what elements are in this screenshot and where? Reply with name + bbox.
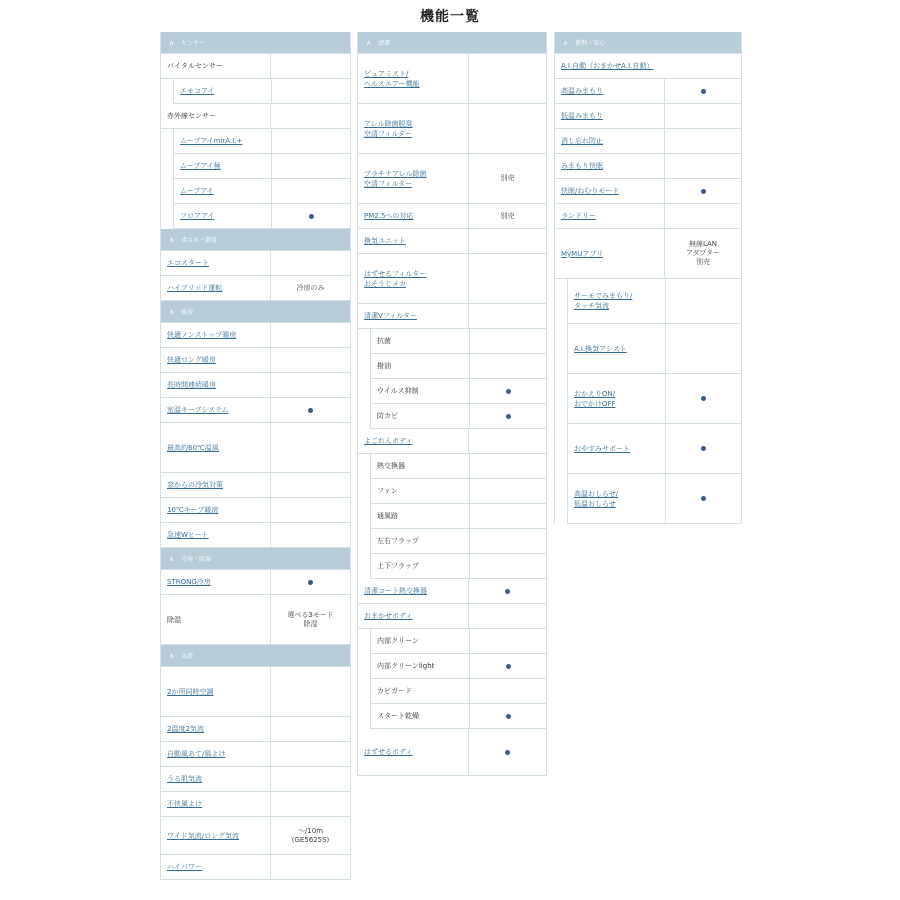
feature-name: スタート乾燥: [371, 704, 470, 728]
feature-value: [469, 54, 546, 103]
feature-value: [469, 104, 546, 153]
supported-dot-icon: [506, 714, 511, 719]
feature-value: [470, 404, 546, 428]
feature-link[interactable]: 長時間連続暖房: [161, 373, 271, 397]
feature-link[interactable]: うる肌気流: [161, 767, 271, 791]
feature-link[interactable]: 自動風あて/風よけ: [161, 742, 271, 766]
feature-name: 除湿: [161, 595, 271, 644]
feature-link[interactable]: みまもり快眠: [555, 154, 665, 178]
feature-row: [370, 454, 546, 479]
section-header-eco[interactable]: [161, 229, 350, 251]
feature-row: [161, 473, 350, 498]
supported-dot-icon: [506, 664, 511, 669]
feature-value: [469, 604, 546, 628]
feature-link[interactable]: ハイブリッド運転: [161, 276, 271, 300]
feature-row: [173, 204, 350, 229]
feature-value: [470, 704, 546, 728]
feature-value: 選べる3モード 除湿: [287, 610, 334, 628]
feature-row: [555, 129, 741, 154]
feature-name: ファン: [371, 479, 470, 503]
feature-link[interactable]: フロアアイ: [174, 204, 272, 228]
feature-row: [161, 54, 350, 79]
feature-row: [161, 373, 350, 398]
feature-row: [370, 704, 546, 729]
feature-row: [358, 54, 546, 104]
feature-link[interactable]: はずせるフィルター おそうじメカ: [358, 254, 469, 303]
feature-link[interactable]: PM2.5への対応: [358, 204, 469, 228]
feature-value: [271, 498, 350, 522]
feature-link[interactable]: 最高約60℃温風: [161, 423, 271, 472]
feature-row: [161, 104, 350, 129]
chevron-up-icon: ∧: [169, 235, 175, 244]
feature-value: [470, 329, 546, 353]
feature-link[interactable]: MyMUアプリ: [555, 229, 665, 278]
feature-link[interactable]: 2か所同時空調: [161, 667, 271, 716]
supported-dot-icon: [701, 89, 706, 94]
feature-name: 撥油: [371, 354, 470, 378]
feature-row: [173, 179, 350, 204]
feature-value: [469, 229, 546, 253]
feature-row: [370, 554, 546, 579]
feature-value: [272, 79, 350, 103]
feature-row: [358, 429, 546, 454]
feature-link[interactable]: エコスタート: [161, 251, 271, 275]
feature-link[interactable]: おやすみサポート: [568, 424, 666, 473]
feature-row: [555, 54, 741, 79]
feature-value: [469, 729, 546, 775]
feature-link[interactable]: 高温おしらせ/ 低温おしらせ: [568, 474, 666, 523]
feature-row: [370, 354, 546, 379]
feature-row: [358, 104, 546, 154]
feature-name: 内部クリーンlight: [371, 654, 470, 678]
chevron-up-icon: ∧: [169, 307, 175, 316]
feature-link[interactable]: プラチナアレル除菌 空清フィルター: [358, 154, 469, 203]
feature-link[interactable]: STRONG冷房: [161, 570, 271, 594]
feature-name: 上下フラップ: [371, 554, 470, 578]
feature-value: [470, 654, 546, 678]
feature-link[interactable]: 消し忘れ防止: [555, 129, 665, 153]
feature-row: [161, 717, 350, 742]
feature-row: [358, 204, 546, 229]
feature-value: [272, 204, 350, 228]
feature-value: [272, 129, 350, 153]
feature-link[interactable]: 清潔コート熱交換器: [358, 579, 469, 603]
feature-value: [271, 855, 350, 879]
feature-row: [370, 679, 546, 704]
feature-value: [271, 570, 350, 594]
feature-row: [555, 104, 741, 129]
feature-value: [469, 304, 546, 328]
feature-row: [567, 279, 741, 324]
feature-link[interactable]: よごれんボディ: [358, 429, 469, 453]
section-header-clean[interactable]: [358, 32, 546, 54]
section-header-cooling[interactable]: [161, 548, 350, 570]
feature-value: [665, 154, 741, 178]
feature-value: [665, 204, 741, 228]
feature-row: [555, 79, 741, 104]
feature-link[interactable]: アレル除菌脱臭 空清フィルター: [358, 104, 469, 153]
feature-link[interactable]: おかえりON/ おでかけOFF: [568, 374, 666, 423]
feature-link[interactable]: 不快風よけ: [161, 792, 271, 816]
feature-link[interactable]: 10℃キープ暖房: [161, 498, 271, 522]
feature-row: [370, 529, 546, 554]
chevron-up-icon: ∧: [563, 38, 569, 47]
section-title: 便利・安心: [575, 40, 606, 47]
feature-link[interactable]: 快適ロング暖房: [161, 348, 271, 372]
feature-value: [666, 279, 741, 323]
chevron-up-icon: ∧: [169, 38, 175, 47]
feature-link[interactable]: ムーブアイmirA.I.+: [174, 129, 272, 153]
feature-name: 内部クリーン: [371, 629, 470, 653]
section-header-airflow[interactable]: [161, 645, 350, 667]
feature-value: [666, 324, 741, 373]
feature-name: 防カビ: [371, 404, 470, 428]
feature-name: 通風路: [371, 504, 470, 528]
section-title: 暖房: [181, 309, 194, 316]
feature-value: [470, 479, 546, 503]
feature-value: [271, 373, 350, 397]
feature-link[interactable]: おまかせボディ: [358, 604, 469, 628]
feature-row: [567, 324, 741, 374]
feature-row: [370, 379, 546, 404]
feature-row: [370, 404, 546, 429]
feature-row: [161, 348, 350, 373]
feature-value: [665, 104, 741, 128]
feature-link[interactable]: 快眠/ねむりモード: [555, 179, 665, 203]
feature-value: [470, 629, 546, 653]
feature-row: [555, 179, 741, 204]
feature-value: [271, 792, 350, 816]
feature-row: [555, 229, 741, 279]
section-title: センサー: [181, 40, 206, 47]
chevron-up-icon: ∧: [169, 554, 175, 563]
feature-column-2: [357, 32, 547, 776]
feature-link[interactable]: エモコアイ: [174, 79, 272, 103]
supported-dot-icon: [701, 496, 706, 501]
feature-link[interactable]: 2温度2気流: [161, 717, 271, 741]
page-title: 機能一覧: [420, 9, 480, 25]
feature-link[interactable]: サーモでみまもり/ タッチ気流: [568, 279, 666, 323]
feature-link[interactable]: ランドリー: [555, 204, 665, 228]
supported-dot-icon: [701, 446, 706, 451]
feature-value: [666, 474, 741, 523]
feature-row: [358, 254, 546, 304]
feature-row: [161, 398, 350, 423]
feature-row: [161, 595, 350, 645]
supported-dot-icon: [308, 580, 313, 585]
feature-value: [666, 374, 741, 423]
feature-link[interactable]: 快適ノンストップ暖房: [161, 323, 271, 347]
supported-dot-icon: [505, 750, 510, 755]
feature-value: [666, 424, 741, 473]
feature-link[interactable]: 清潔Vフィルター: [358, 304, 469, 328]
feature-row: [173, 129, 350, 154]
feature-row: [161, 523, 350, 548]
feature-value: 無線LAN アダプター 別売: [685, 240, 721, 266]
feature-row: [358, 729, 546, 776]
feature-value: [272, 179, 350, 203]
feature-row: [358, 229, 546, 254]
feature-row: [358, 154, 546, 204]
feature-row: [161, 817, 350, 855]
feature-value: [665, 79, 741, 103]
feature-row: [161, 667, 350, 717]
feature-value: [470, 379, 546, 403]
section-header-convenience[interactable]: [555, 32, 741, 54]
feature-value: [470, 529, 546, 553]
chevron-up-icon: ∧: [169, 651, 175, 660]
feature-column-1: [160, 32, 351, 880]
feature-row: [161, 767, 350, 792]
supported-dot-icon: [309, 214, 314, 219]
supported-dot-icon: [308, 408, 313, 413]
supported-dot-icon: [506, 389, 511, 394]
section-title: 清潔: [378, 40, 391, 47]
feature-name: 熱交換器: [371, 454, 470, 478]
feature-value: [470, 554, 546, 578]
feature-row: [161, 251, 350, 276]
feature-row: [161, 742, 350, 767]
feature-row: [358, 579, 546, 604]
supported-dot-icon: [506, 414, 511, 419]
section-title: 省エネ・節電: [181, 237, 218, 244]
feature-row: [370, 504, 546, 529]
section-header-heating[interactable]: [161, 301, 350, 323]
feature-name: 抗菌: [371, 329, 470, 353]
feature-row: [161, 792, 350, 817]
feature-row: [161, 323, 350, 348]
feature-link[interactable]: ムーブアイ: [174, 179, 272, 203]
feature-row: [358, 604, 546, 629]
feature-row: [567, 424, 741, 474]
feature-value: [470, 504, 546, 528]
feature-value: 別売: [500, 174, 515, 182]
feature-value: [665, 179, 741, 203]
chevron-up-icon: ∧: [366, 38, 372, 47]
supported-dot-icon: [505, 589, 510, 594]
feature-value: [470, 679, 546, 703]
feature-row: [370, 329, 546, 354]
feature-name: ウイルス抑制: [371, 379, 470, 403]
feature-link[interactable]: ハイパワー: [161, 855, 271, 879]
feature-row: [370, 654, 546, 679]
feature-row: [567, 374, 741, 424]
feature-row: [161, 570, 350, 595]
feature-row: [358, 304, 546, 329]
feature-value: 別売: [500, 211, 515, 220]
feature-row: [555, 154, 741, 179]
feature-row: [161, 423, 350, 473]
feature-value: [271, 323, 350, 347]
feature-row: [173, 154, 350, 179]
feature-link[interactable]: 換気ユニット: [358, 229, 469, 253]
feature-row: [370, 479, 546, 504]
feature-value: [469, 579, 546, 603]
feature-value: [470, 354, 546, 378]
section-title: 気流: [181, 653, 194, 660]
feature-value: [271, 742, 350, 766]
feature-link[interactable]: ピュアミスト/ ヘルスエアー機能: [358, 54, 469, 103]
feature-value: [271, 398, 350, 422]
supported-dot-icon: [701, 189, 706, 194]
feature-value: [271, 473, 350, 497]
feature-row: [161, 498, 350, 523]
feature-name: 左右フラップ: [371, 529, 470, 553]
feature-value: [470, 454, 546, 478]
feature-value: [271, 667, 350, 716]
feature-value: [272, 154, 350, 178]
feature-value: 冷房のみ: [296, 283, 325, 292]
feature-column-3: [554, 32, 742, 524]
feature-link[interactable]: 急速Wヒート: [161, 523, 271, 547]
feature-link[interactable]: はずせるボディ: [358, 729, 469, 775]
feature-row: [370, 629, 546, 654]
section-title: 冷房・除湿: [181, 556, 212, 563]
feature-link[interactable]: A.I.換気アシスト: [568, 324, 666, 373]
feature-value: [469, 254, 546, 303]
feature-row: [555, 204, 741, 229]
supported-dot-icon: [701, 396, 706, 401]
feature-value: [469, 429, 546, 453]
feature-value: [271, 423, 350, 472]
feature-value: [271, 767, 350, 791]
feature-name: バイタルセンサー: [161, 54, 271, 78]
feature-value: [271, 348, 350, 372]
feature-row: [161, 855, 350, 880]
feature-link[interactable]: A.I.自動（おまかせA.I.自動）: [561, 62, 654, 70]
feature-link[interactable]: ワイド気流/ロング気流: [161, 817, 271, 854]
feature-name: 赤外線センサー: [161, 104, 271, 128]
section-header-sensor[interactable]: [161, 32, 350, 54]
feature-link[interactable]: 高温みまもり: [555, 79, 665, 103]
feature-name: カビガード: [371, 679, 470, 703]
feature-value: [271, 54, 350, 78]
feature-link[interactable]: 低温みまもり: [555, 104, 665, 128]
feature-value: [271, 251, 350, 275]
feature-value: ～/10m (GE5625S): [291, 826, 330, 844]
feature-value: [271, 523, 350, 547]
feature-value: [271, 104, 350, 128]
feature-value: [665, 129, 741, 153]
feature-link[interactable]: 室温キープシステム: [161, 398, 271, 422]
feature-row: [567, 474, 741, 524]
feature-value: [271, 717, 350, 741]
feature-row: [173, 79, 350, 104]
feature-link[interactable]: ムーブアイ極: [174, 154, 272, 178]
feature-row: [161, 276, 350, 301]
feature-link[interactable]: 窓からの冷気対策: [161, 473, 271, 497]
